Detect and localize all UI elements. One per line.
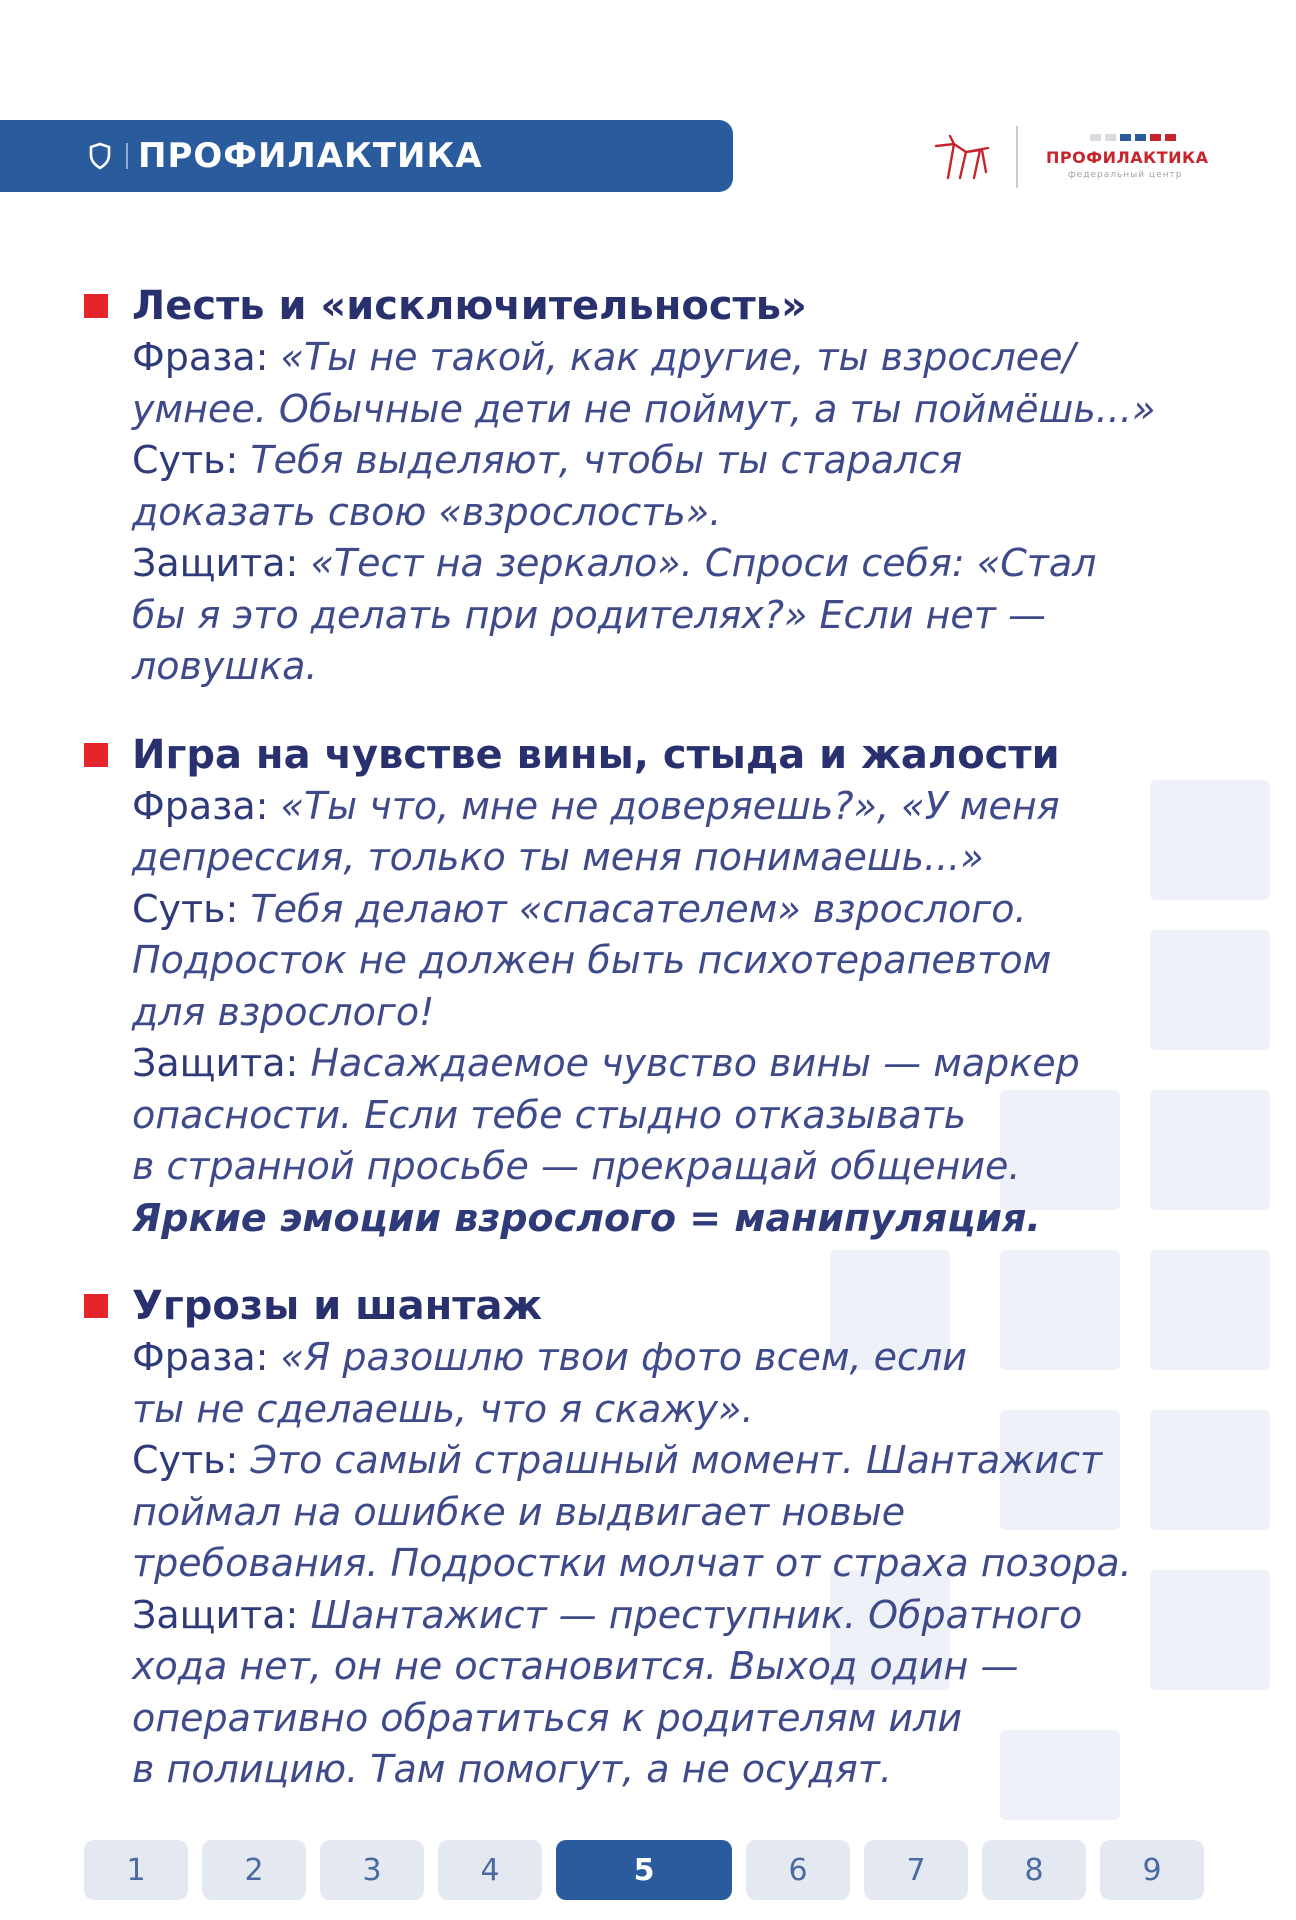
section-title: Игра на чувстве вины, стыда и жалости (132, 731, 1060, 778)
defense-label: Защита: (132, 541, 311, 585)
phrase-label: Фраза: (132, 783, 281, 828)
defense-label: Защита: (132, 1592, 311, 1637)
logo-flags (1090, 134, 1176, 141)
main-content (84, 280, 1224, 1832)
phrase-paragraph (132, 781, 1224, 884)
essence-paragraph (132, 1435, 1224, 1590)
logo-divider (1016, 126, 1018, 188)
defense-text: «Тест на зеркало». Спроси себя: «Стал бы я это делать при родителях?» Если нет — ловушка. (132, 541, 1097, 688)
section-heading (84, 729, 1224, 781)
phrase-text: «Ты что, мне не доверяешь?», «У меня депрессия, только ты меня понимаешь...» (132, 783, 1060, 879)
phrase-text: «Я разошлю твои фото всем, если ты не сделаешь, что я скажу». (132, 1335, 967, 1431)
essence-paragraph (132, 435, 1224, 538)
essence-label: Суть: (132, 438, 251, 482)
defense-label: Защита: (132, 1041, 311, 1085)
section-guilt (84, 729, 1224, 1245)
header-bar (0, 120, 733, 192)
red-square-bullet-icon (84, 1294, 108, 1318)
phrase-paragraph (132, 1332, 1224, 1435)
page-button-5-current[interactable]: 5 (556, 1840, 732, 1900)
section-title: Лесть и «исключительность» (132, 283, 807, 329)
emphasis-paragraph (132, 1193, 1224, 1245)
phrase-label: Фраза: (132, 335, 281, 379)
logo (930, 118, 1230, 198)
page-button-6[interactable]: 6 (746, 1840, 850, 1900)
defense-paragraph (132, 1038, 1224, 1193)
section-flattery (84, 280, 1224, 693)
essence-text: Это самый страшный момент. Шантажист поймал на ошибке и выдвигает новые требования. Подростки молчат от страха позора. (132, 1438, 1132, 1585)
phrase-label: Фраза: (132, 1335, 281, 1379)
phrase-text: «Ты не такой, как другие, ты взрослее/ умнее. Обычные дети не поймут, а ты поймёшь...» (132, 335, 1156, 431)
section-heading (84, 280, 1224, 332)
defense-text: Насаждаемое чувство вины — маркер опасности. Если тебе стыдно отказывать в странной просьбе — прекращай общение. (132, 1041, 1080, 1188)
emphasis-text: Яркие эмоции взрослого = манипуляция. (132, 1195, 1041, 1240)
page-button-7[interactable]: 7 (864, 1840, 968, 1900)
essence-paragraph (132, 884, 1224, 1039)
page-button-1[interactable]: 1 (84, 1840, 188, 1900)
defense-paragraph (132, 538, 1224, 693)
pagination (84, 1840, 1204, 1900)
section-title: Угрозы и шантаж (132, 1283, 543, 1329)
defense-paragraph (132, 1590, 1224, 1796)
phrase-paragraph (132, 332, 1224, 435)
page-button-2[interactable]: 2 (202, 1840, 306, 1900)
section-body (132, 1332, 1224, 1796)
essence-label: Суть: (132, 886, 251, 931)
page-button-9[interactable]: 9 (1100, 1840, 1204, 1900)
section-threats (84, 1280, 1224, 1796)
essence-text: Тебя выделяют, чтобы ты старался доказать свою «взрослость». (132, 438, 963, 534)
page-button-4[interactable]: 4 (438, 1840, 542, 1900)
section-body (132, 332, 1224, 693)
logo-figure-icon (930, 128, 992, 184)
defense-text: Шантажист — преступник. Обратного хода нет, он не остановится. Выход один — оперативно обратиться к родителям или в полицию. Там помогут, а не осудят. (132, 1592, 1083, 1791)
red-square-bullet-icon (84, 294, 108, 318)
logo-subtitle: федеральный центр (1068, 170, 1183, 180)
essence-text: Тебя делают «спасателем» взрослого. Подросток не должен быть психотерапевтом для взрослого! (132, 886, 1052, 1034)
essence-label: Суть: (132, 1438, 251, 1482)
header-separator (126, 143, 128, 169)
page-button-8[interactable]: 8 (982, 1840, 1086, 1900)
logo-name: ПРОФИЛАКТИКА (1046, 148, 1209, 167)
red-square-bullet-icon (84, 743, 108, 767)
section-heading (84, 1280, 1224, 1332)
page-button-3[interactable]: 3 (320, 1840, 424, 1900)
shield-icon (88, 142, 112, 170)
section-body (132, 781, 1224, 1245)
header-title: ПРОФИЛАКТИКА (138, 136, 483, 176)
